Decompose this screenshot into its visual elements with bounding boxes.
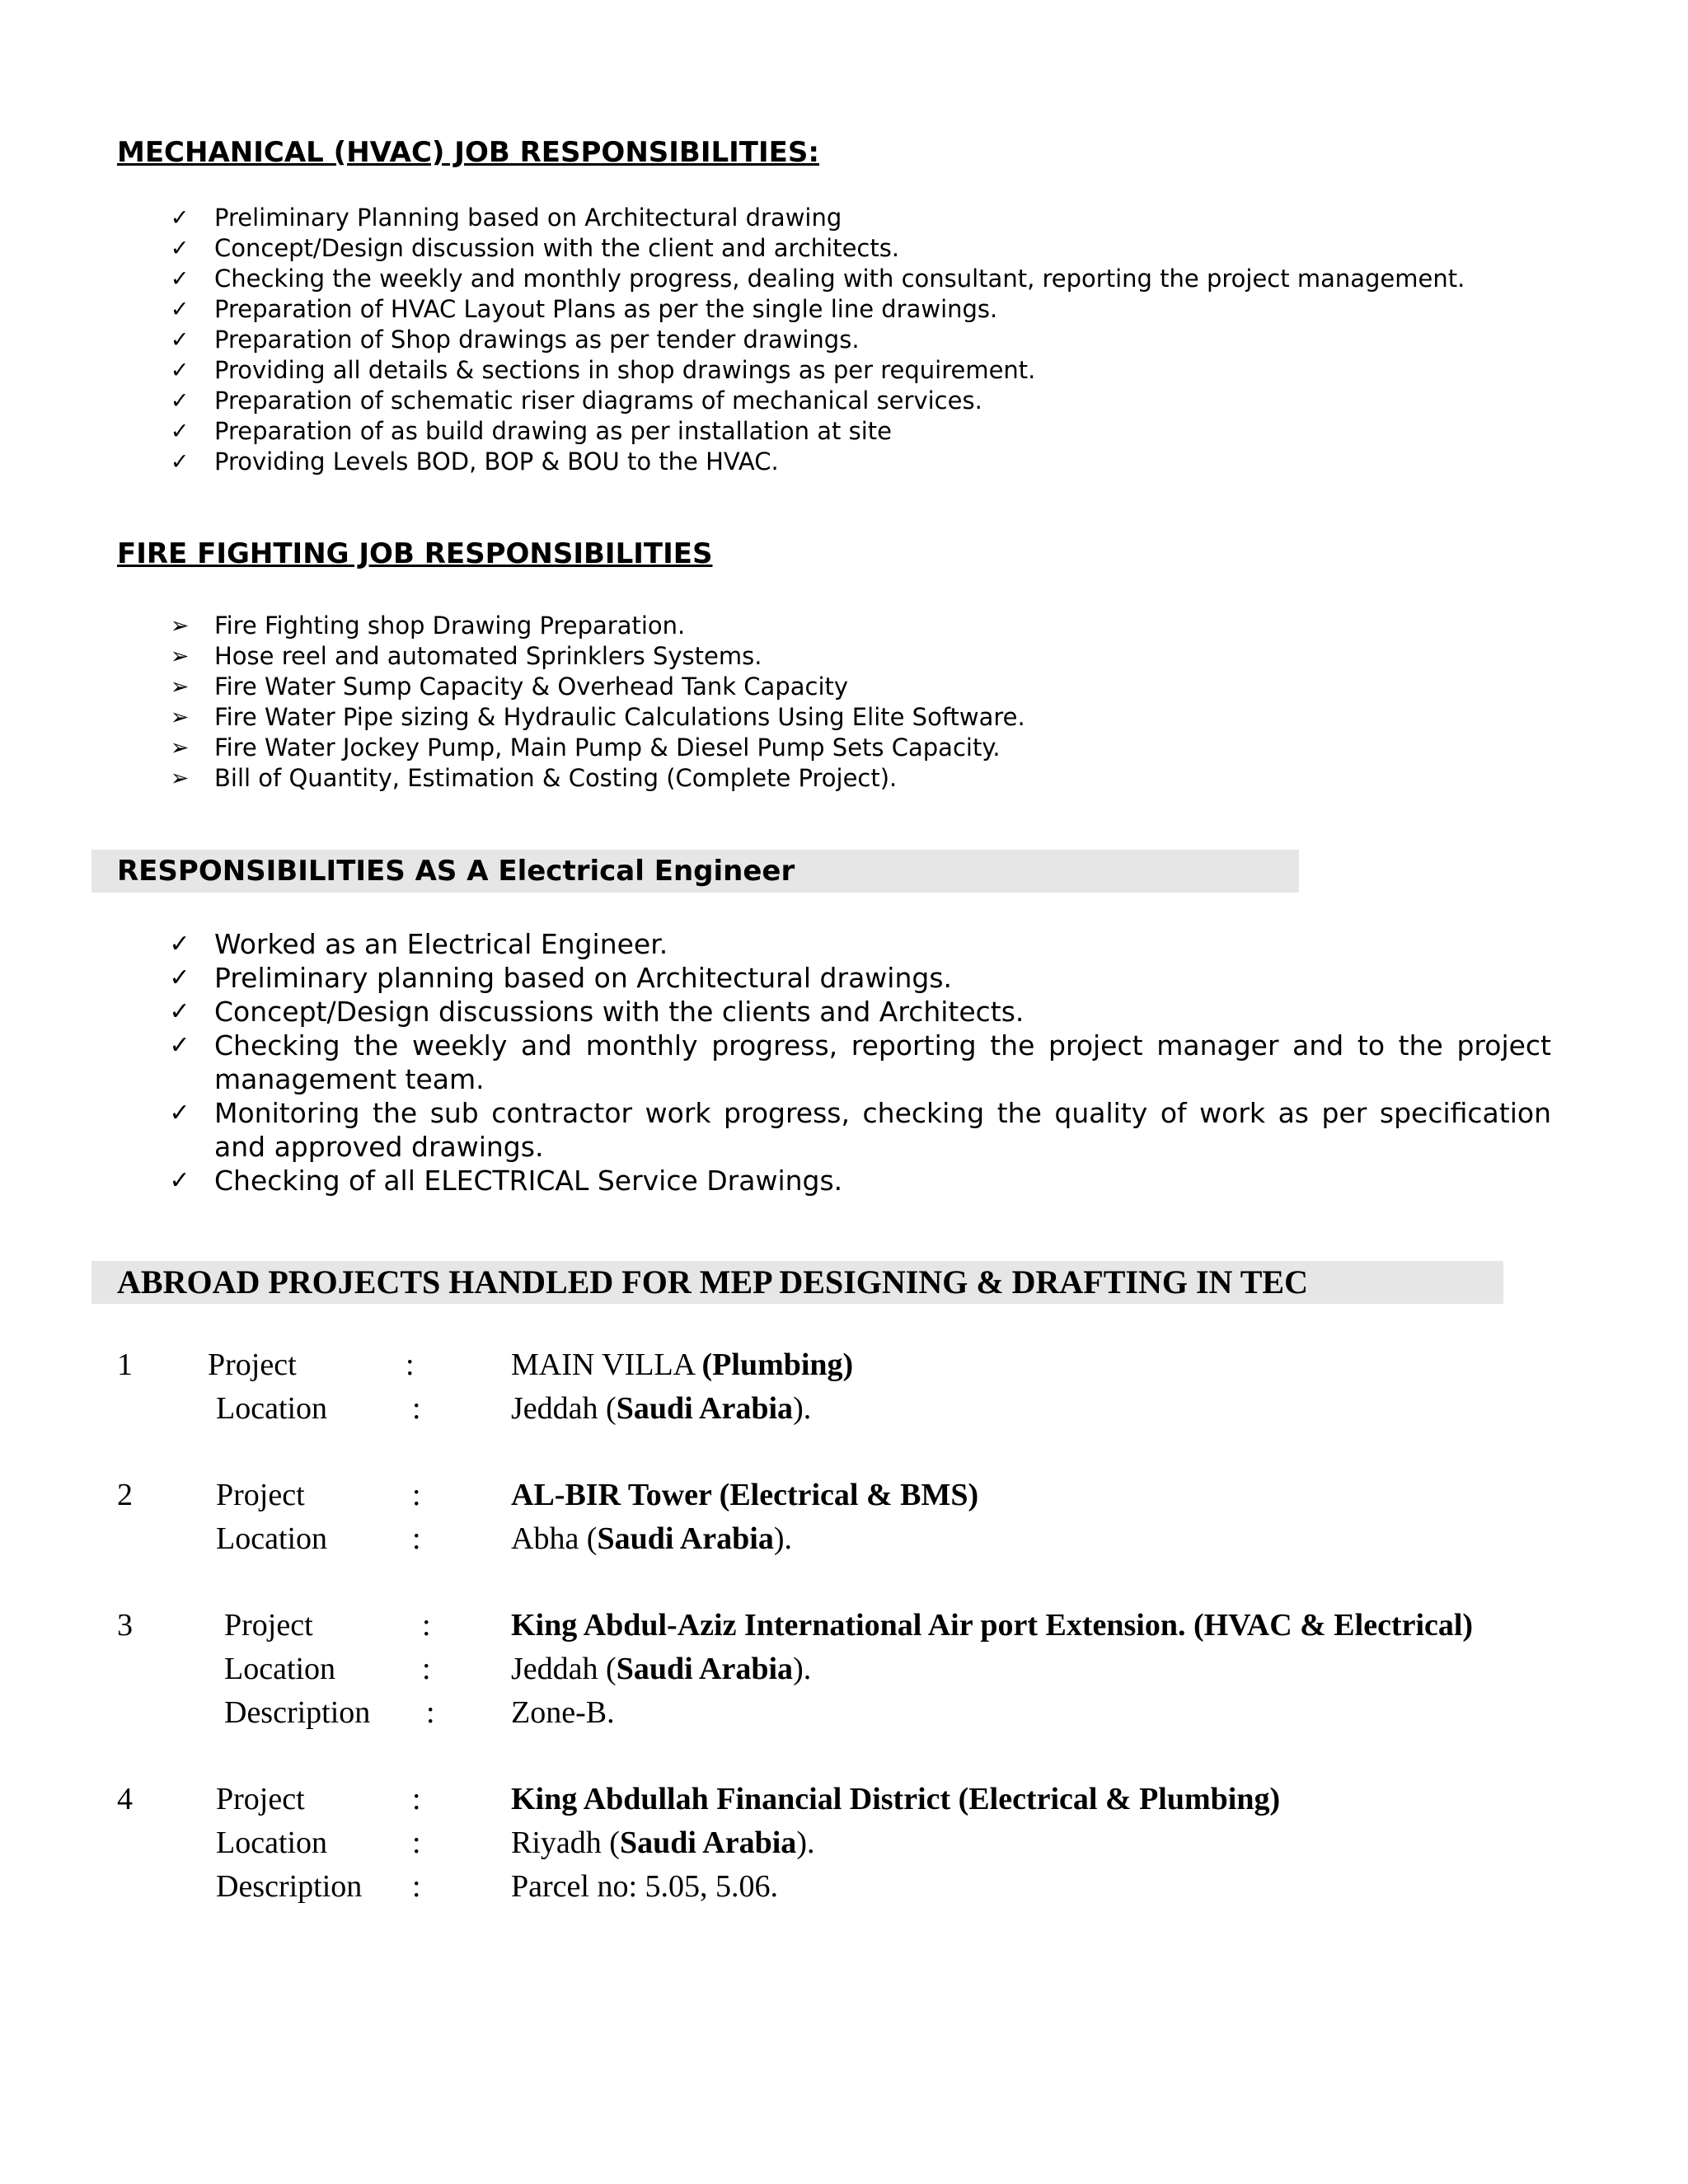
- fire-fighting-list: [0, 611, 1025, 794]
- project-entry: [0, 1343, 1688, 1431]
- checkmark-icon: ✓: [170, 327, 190, 353]
- list-item: ✓ Preliminary planning based on Architectural drawings.: [0, 961, 1551, 995]
- project-value: King Abdul-Aziz International Air port Extension. (HVAC & Electrical): [511, 1608, 1474, 1643]
- list-item: ✓ Checking the weekly and monthly progress, dealing with consultant, reporting the project management.: [0, 264, 1465, 294]
- colon: :: [422, 1652, 431, 1686]
- checkmark-icon: ✓: [170, 205, 190, 231]
- checkmark-icon: ✓: [170, 236, 190, 261]
- location-value: Jeddah (Saudi Arabia).: [511, 1391, 812, 1426]
- colon: :: [412, 1478, 421, 1512]
- checkmark-icon: ✓: [170, 266, 190, 292]
- list-item: ➢ Fire Water Jockey Pump, Main Pump & Diesel Pump Sets Capacity.: [0, 733, 1025, 763]
- project-entry: [0, 1474, 1688, 1561]
- list-item: ✓ Checking of all ELECTRICAL Service Drawings.: [0, 1164, 1551, 1197]
- checkmark-icon: ✓: [169, 1031, 190, 1060]
- colon: :: [412, 1391, 421, 1426]
- project-row: [0, 1604, 1688, 1647]
- checkmark-icon: ✓: [170, 388, 190, 414]
- electrical-heading-bar: [91, 850, 1299, 893]
- location-label: Location: [216, 1521, 328, 1556]
- description-row: [0, 1865, 1688, 1909]
- description-value: Parcel no: 5.05, 5.06.: [511, 1869, 779, 1904]
- colon: :: [412, 1782, 421, 1816]
- list-item: ✓ Worked as an Electrical Engineer.: [0, 927, 1551, 961]
- project-entry: [0, 1778, 1688, 1909]
- checkmark-icon: ✓: [169, 963, 190, 992]
- location-label: Location: [216, 1391, 328, 1426]
- list-item: ➢ Fire Water Sump Capacity & Overhead Tank Capacity: [0, 672, 1025, 702]
- project-number: 1: [117, 1347, 133, 1382]
- list-item: ✓ Preparation of schematic riser diagrams of mechanical services.: [0, 386, 1465, 416]
- list-item: ✓ Monitoring the sub contractor work progress, checking the quality of work as per specification and approved drawings.: [0, 1096, 1551, 1164]
- description-label: Description: [224, 1695, 371, 1730]
- colon: :: [426, 1695, 435, 1730]
- abroad-heading-bar: [91, 1261, 1503, 1304]
- arrow-bullet-icon: ➢: [170, 735, 190, 761]
- project-number: 2: [117, 1478, 133, 1512]
- colon: :: [412, 1869, 421, 1904]
- checkmark-icon: ✓: [170, 358, 190, 383]
- checkmark-icon: ✓: [169, 997, 190, 1026]
- project-row: [0, 1474, 1688, 1517]
- location-row: [0, 1821, 1688, 1865]
- checkmark-icon: ✓: [169, 1166, 190, 1195]
- project-entry: [0, 1604, 1688, 1735]
- colon: :: [406, 1347, 415, 1382]
- location-label: Location: [224, 1652, 336, 1686]
- list-item: ➢ Bill of Quantity, Estimation & Costing (Complete Project).: [0, 763, 1025, 794]
- arrow-bullet-icon: ➢: [170, 705, 190, 730]
- list-item: ➢ Fire Water Pipe sizing & Hydraulic Calculations Using Elite Software.: [0, 702, 1025, 733]
- arrow-bullet-icon: ➢: [170, 766, 190, 791]
- checkmark-icon: ✓: [169, 930, 190, 958]
- arrow-bullet-icon: ➢: [170, 613, 190, 639]
- project-value: King Abdullah Financial District (Electrical & Plumbing): [511, 1782, 1281, 1816]
- project-value: MAIN VILLA (Plumbing): [511, 1347, 854, 1382]
- list-item: ✓ Concept/Design discussions with the clients and Architects.: [0, 995, 1551, 1029]
- electrical-heading: RESPONSIBILITIES AS A Electrical Engineer: [117, 855, 795, 888]
- arrow-bullet-icon: ➢: [170, 644, 190, 669]
- list-item: ➢ Hose reel and automated Sprinklers Systems.: [0, 641, 1025, 672]
- location-label: Location: [216, 1825, 328, 1860]
- list-item: ➢ Fire Fighting shop Drawing Preparation.: [0, 611, 1025, 641]
- colon: :: [412, 1825, 421, 1860]
- list-item: ✓ Checking the weekly and monthly progress, reporting the project manager and to the project management team.: [0, 1029, 1551, 1096]
- colon: :: [422, 1608, 431, 1643]
- fire-fighting-heading: FIRE FIGHTING JOB RESPONSIBILITIES: [117, 537, 713, 570]
- checkmark-icon: ✓: [170, 449, 190, 475]
- checkmark-icon: ✓: [169, 1099, 190, 1127]
- list-item: ✓ Preparation of Shop drawings as per tender drawings.: [0, 325, 1465, 355]
- abroad-heading: ABROAD PROJECTS HANDLED FOR MEP DESIGNING & DRAFTING IN TEC: [117, 1263, 1308, 1301]
- hvac-list: [0, 203, 1465, 477]
- project-row: [0, 1343, 1688, 1387]
- description-value: Zone-B.: [511, 1695, 615, 1730]
- project-row: [0, 1778, 1688, 1821]
- location-row: [0, 1517, 1688, 1561]
- electrical-list: [0, 927, 1551, 1197]
- list-item: ✓ Preparation of as build drawing as per installation at site: [0, 416, 1465, 447]
- location-value: Abha (Saudi Arabia).: [511, 1521, 792, 1556]
- project-value: AL-BIR Tower (Electrical & BMS): [511, 1478, 979, 1512]
- checkmark-icon: ✓: [170, 297, 190, 322]
- list-item: ✓ Providing Levels BOD, BOP & BOU to the HVAC.: [0, 447, 1465, 477]
- projects-list: [0, 1343, 1688, 1952]
- project-label: Project: [208, 1347, 297, 1382]
- location-value: Riyadh (Saudi Arabia).: [511, 1825, 815, 1860]
- list-item: ✓ Preparation of HVAC Layout Plans as per the single line drawings.: [0, 294, 1465, 325]
- hvac-heading: MECHANICAL (HVAC) JOB RESPONSIBILITIES:: [117, 136, 819, 169]
- description-label: Description: [216, 1869, 363, 1904]
- location-value: Jeddah (Saudi Arabia).: [511, 1652, 812, 1686]
- list-item: ✓ Concept/Design discussion with the client and architects.: [0, 233, 1465, 264]
- location-row: [0, 1647, 1688, 1691]
- arrow-bullet-icon: ➢: [170, 674, 190, 700]
- checkmark-icon: ✓: [170, 419, 190, 444]
- project-label: Project: [216, 1478, 305, 1512]
- project-number: 3: [117, 1608, 133, 1643]
- colon: :: [412, 1521, 421, 1556]
- project-number: 4: [117, 1782, 133, 1816]
- list-item: ✓ Preliminary Planning based on Architectural drawing: [0, 203, 1465, 233]
- project-label: Project: [224, 1608, 313, 1643]
- location-row: [0, 1387, 1688, 1431]
- project-label: Project: [216, 1782, 305, 1816]
- description-row: [0, 1691, 1688, 1735]
- list-item: ✓ Providing all details & sections in shop drawings as per requirement.: [0, 355, 1465, 386]
